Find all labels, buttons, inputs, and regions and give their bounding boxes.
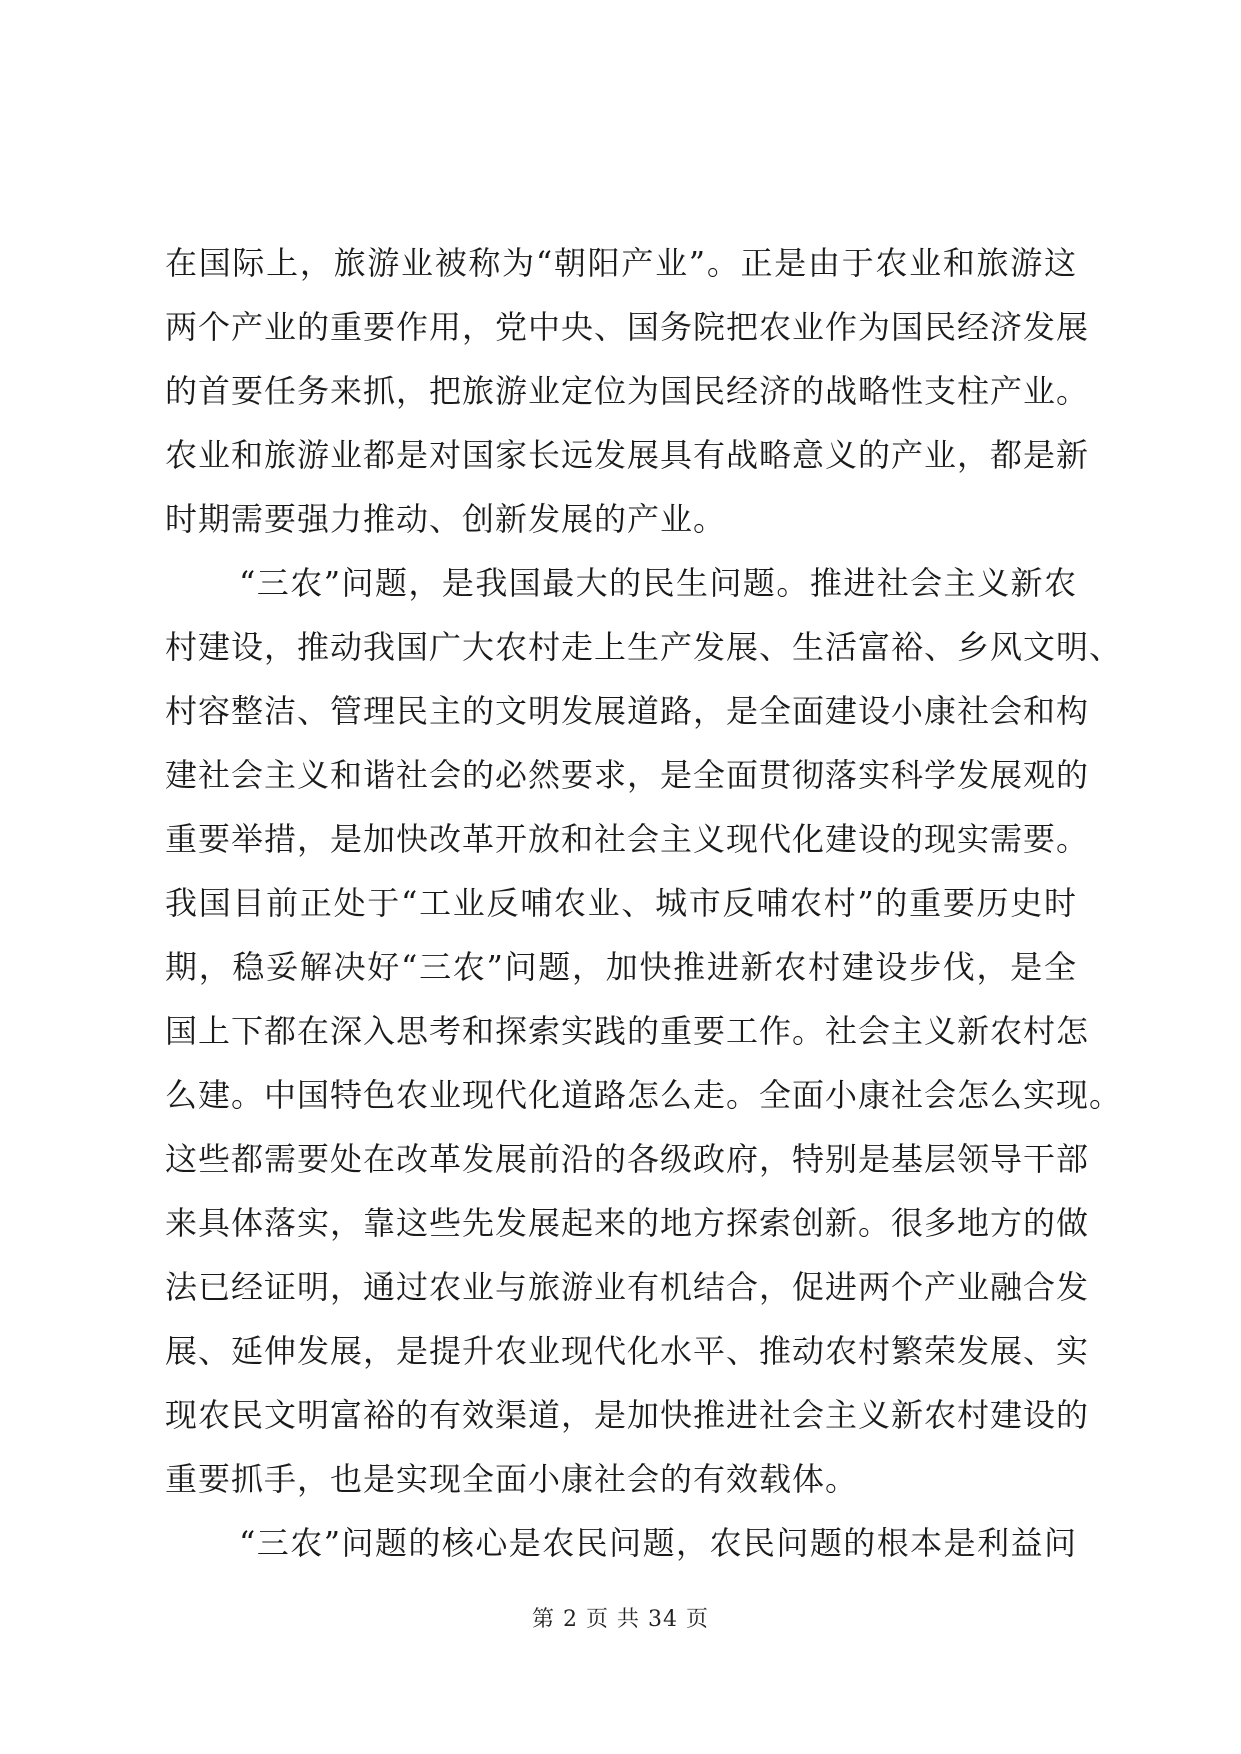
- text-line: 重要抓手，也是实现全面小康社会的有效载体。: [165, 1460, 859, 1498]
- text-line: “三农”问题的核心是农民问题，农民问题的根本是利益问: [239, 1524, 1077, 1562]
- text-line: 两个产业的重要作用，党中央、国务院把农业作为国民经济发展: [165, 308, 1090, 346]
- text-line: 在国际上，旅游业被称为“朝阳产业”。正是由于农业和旅游这: [165, 244, 1077, 282]
- text-line: 的首要任务来抓，把旅游业定位为国民经济的战略性支柱产业。: [165, 372, 1090, 410]
- text-line: 期，稳妥解决好“三农”问题，加快推进新农村建设步伐，是全: [165, 948, 1077, 986]
- text-line: 国上下都在深入思考和探索实践的重要工作。社会主义新农村怎: [165, 1012, 1090, 1050]
- text-line: 重要举措，是加快改革开放和社会主义现代化建设的现实需要。: [165, 820, 1090, 858]
- text-line: 我国目前正处于“工业反哺农业、城市反哺农村”的重要历史时: [165, 884, 1077, 922]
- text-line: 时期需要强力推动、创新发展的产业。: [165, 500, 727, 538]
- text-line: 来具体落实，靠这些先发展起来的地方探索创新。很多地方的做: [165, 1204, 1090, 1242]
- text-line: 村建设，推动我国广大农村走上生产发展、生活富裕、乡风文明、: [165, 628, 1123, 666]
- body-text: [165, 231, 1123, 1575]
- text-line: 村容整洁、管理民主的文明发展道路，是全面建设小康社会和构: [165, 692, 1090, 730]
- text-line: 农业和旅游业都是对国家长远发展具有战略意义的产业，都是新: [165, 436, 1090, 474]
- text-line: 建社会主义和谐社会的必然要求，是全面贯彻落实科学发展观的: [165, 756, 1090, 794]
- text-line: 这些都需要处在改革发展前沿的各级政府，特别是基层领导干部: [165, 1140, 1090, 1178]
- text-line: “三农”问题，是我国最大的民生问题。推进社会主义新农: [239, 564, 1077, 602]
- page-footer: 第 2 页 共 34 页: [532, 1607, 709, 1632]
- text-line: 展、延伸发展，是提升农业现代化水平、推动农村繁荣发展、实: [165, 1332, 1090, 1370]
- text-line: 法已经证明，通过农业与旅游业有机结合，促进两个产业融合发: [165, 1268, 1090, 1306]
- text-line: 现农民文明富裕的有效渠道，是加快推进社会主义新农村建设的: [165, 1396, 1090, 1434]
- text-line: 么建。中国特色农业现代化道路怎么走。全面小康社会怎么实现。: [165, 1076, 1123, 1114]
